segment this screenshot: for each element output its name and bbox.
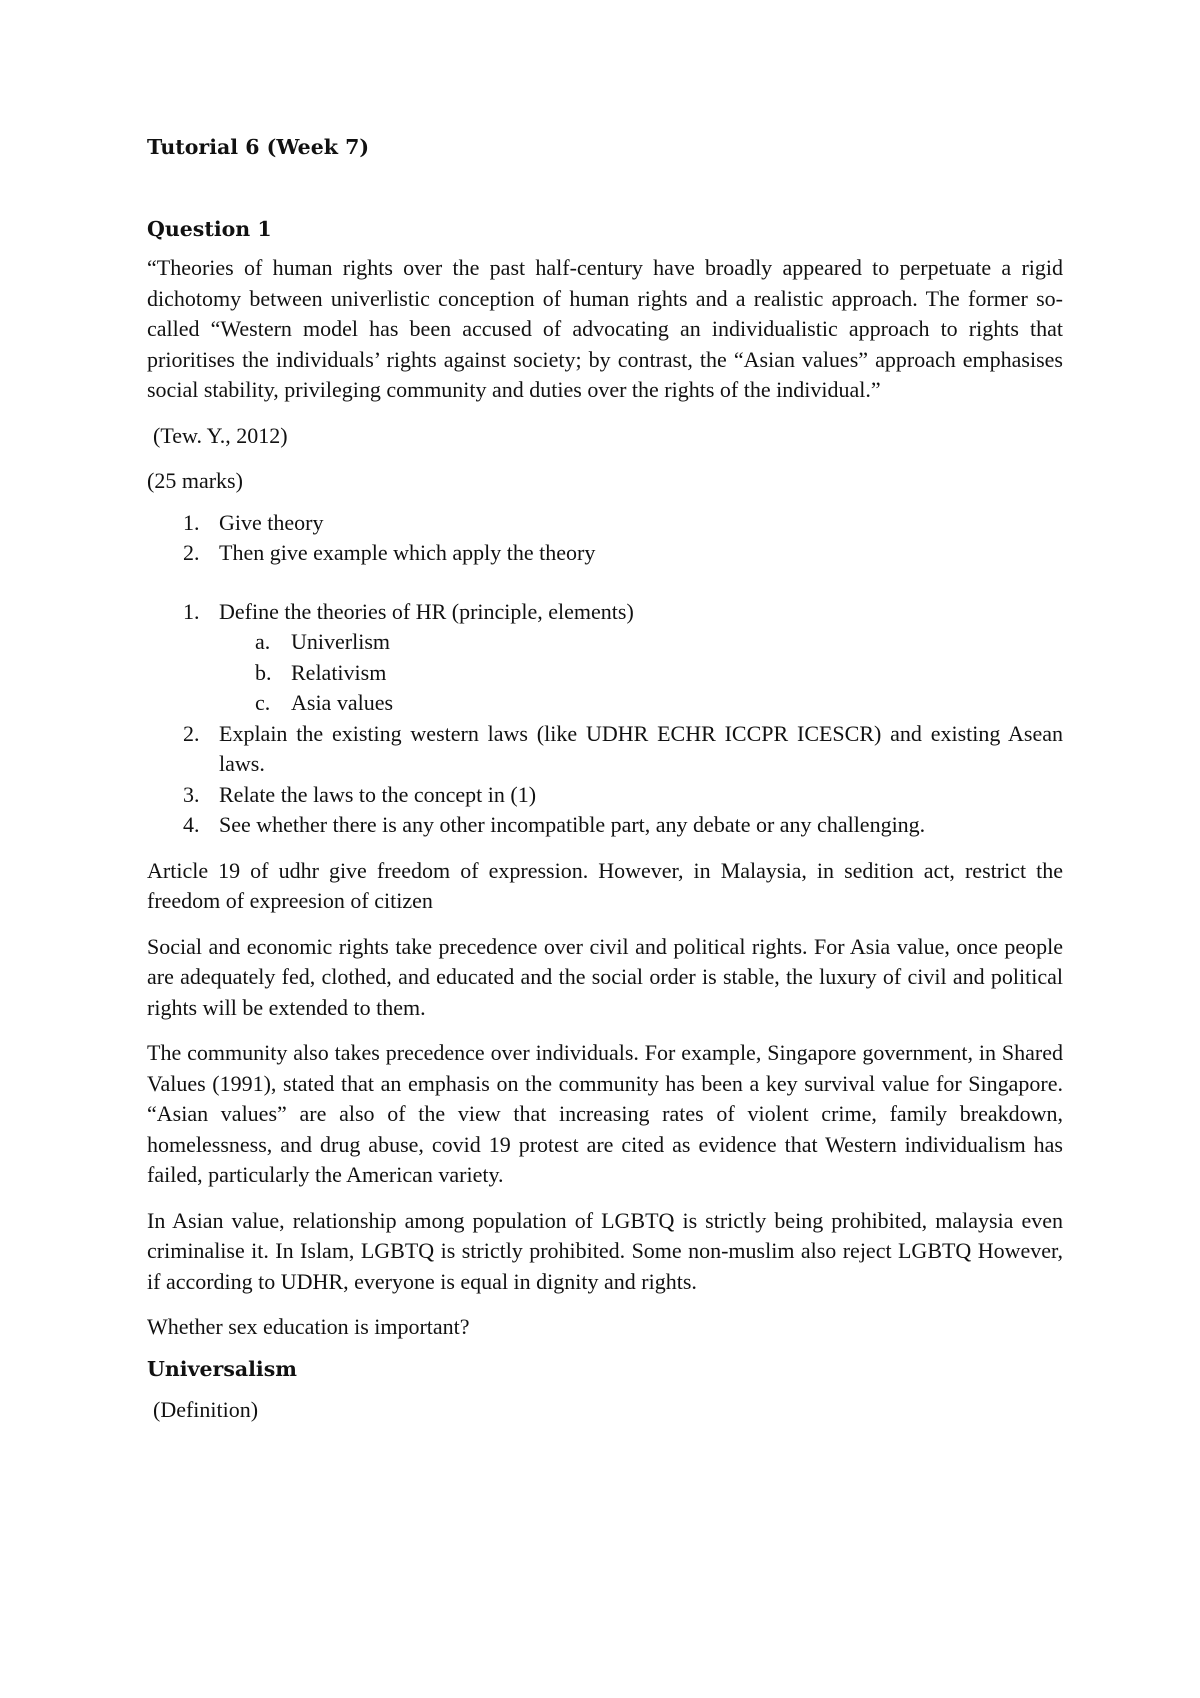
list-item-text: Relate the laws to the concept in (1) (219, 781, 537, 807)
sub-list-marker: c. (255, 690, 271, 715)
document-title: Tutorial 6 (Week 7) (147, 135, 370, 159)
list-item (147, 780, 1063, 811)
list-item-text: Give theory (219, 509, 324, 535)
steps-list (147, 508, 1063, 569)
list-marker: 1. (183, 598, 200, 624)
list-marker: 3. (183, 781, 200, 807)
list-item (147, 810, 1063, 841)
sub-list (219, 627, 1063, 719)
sub-list-item (219, 627, 1063, 658)
question-quote: “Theories of human rights over the past half-century have broadly appeared to perpetuate a rigid dichotomy between univerlistic conception of human rights and a realistic approach. The former so-called “Western model has been accused of advocating an individualistic approach to rights that prioritises the individuals’ rights against society; by contrast, the “Asian values” approach emphasises social stability, privileging community and duties over the rights of the individual.” (147, 255, 1063, 402)
sub-list-item-text: Asia values (291, 690, 394, 715)
list-item-text: Define the theories of HR (principle, elements) (219, 598, 634, 624)
sub-list-item-text: Univerlism (291, 629, 390, 654)
list-item (147, 508, 1063, 539)
list-item-text: Then give example which apply the theory (219, 540, 596, 565)
body-paragraph: Article 19 of udhr give freedom of expression. However, in Malaysia, in sedition act, restrict the freedom of expreesion of citizen (147, 857, 1063, 913)
document-page (147, 132, 1063, 1425)
list-item (147, 538, 1063, 569)
body-paragraph: Social and economic rights take precedence over civil and political rights. For Asia value, once people are adequately fed, clothed, and educated and the social order is stable, the luxury of civil and political rights will be extended to them. (147, 933, 1063, 1020)
sub-list-marker: b. (255, 659, 272, 685)
sub-list-item (219, 658, 1063, 689)
list-marker: 4. (183, 812, 200, 837)
sub-list-item (219, 688, 1063, 719)
section-heading: Universalism (147, 1356, 297, 1381)
list-marker: 2. (183, 720, 200, 746)
list-item (147, 597, 1063, 719)
plan-list (147, 597, 1063, 841)
list-marker: 2. (183, 540, 200, 565)
body-paragraph: In Asian value, relationship among population of LGBTQ is strictly being prohibited, malaysia even criminalise it. In Islam, LGBTQ is strictly prohibited. Some non-muslim also reject LGBTQ However, if according to UDHR, everyone is equal in dignity and rights. (147, 1207, 1063, 1294)
list-item-text: See whether there is any other incompatible part, any debate or any challenging. (219, 812, 926, 837)
list-marker: 1. (183, 509, 200, 535)
question-heading: Question 1 (147, 217, 272, 241)
sub-list-marker: a. (255, 629, 271, 654)
body-paragraph: The community also takes precedence over individuals. For example, Singapore government, in Shared Values (1991), stated that an emphasis on the community has been a key survival value for Singapore. “Asian values” are also of the view that increasing rates of violent crime, family breakdown, homelessness, and drug abuse, covid 19 protest are cited as evidence that Western individualism has failed, particularly the American variety. (147, 1040, 1063, 1187)
list-item-text: Explain the existing western laws (like UDHR ECHR ICCPR ICESCR) and existing Asean laws. (219, 720, 1063, 776)
body-paragraph: Whether sex education is important? (147, 1314, 470, 1339)
marks-label: (25 marks) (147, 468, 243, 493)
citation: (Tew. Y., 2012) (153, 422, 288, 448)
sub-list-item-text: Relativism (291, 659, 387, 685)
definition-note: (Definition) (153, 1396, 259, 1422)
list-item (147, 719, 1063, 780)
